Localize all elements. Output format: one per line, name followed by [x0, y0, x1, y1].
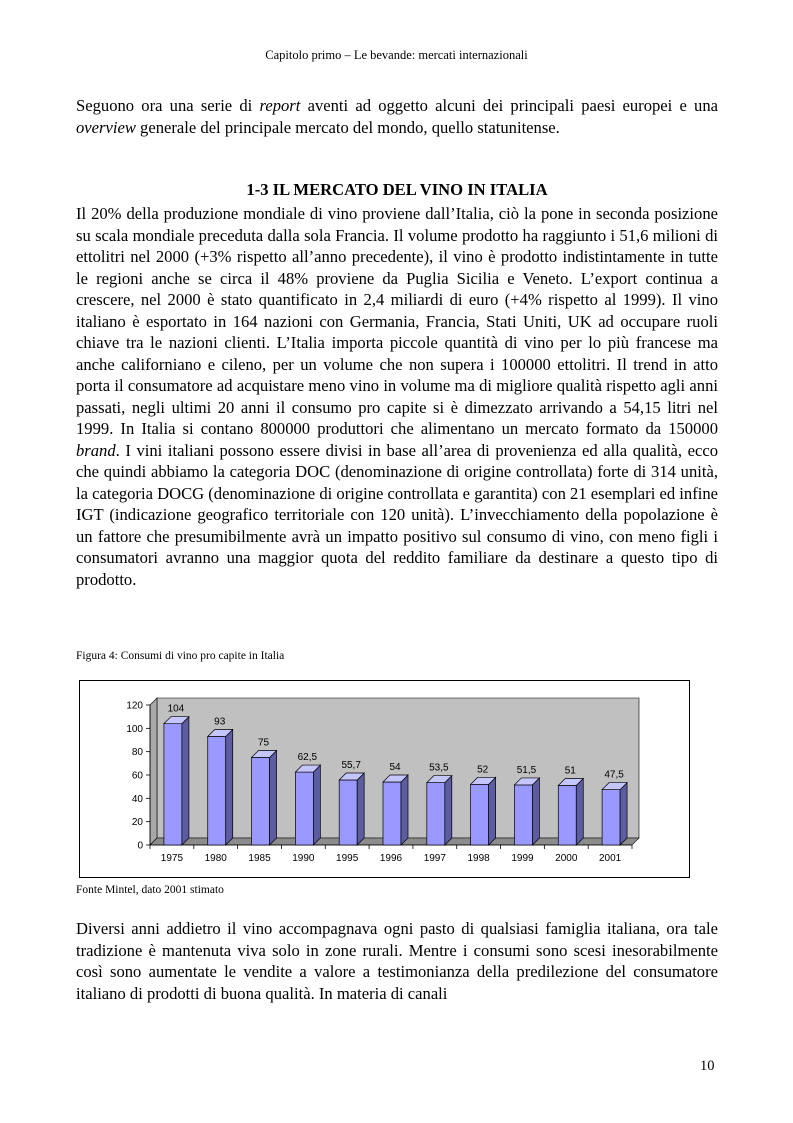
bar-front — [164, 724, 182, 845]
x-tick-label: 1975 — [160, 853, 184, 864]
x-tick-label: 1995 — [336, 853, 359, 864]
y-tick-label: 20 — [131, 817, 143, 829]
x-tick-label: 1990 — [292, 853, 315, 864]
y-tick-label: 40 — [131, 793, 143, 805]
bar-value-label: 52 — [477, 764, 489, 776]
running-head: Capitolo primo – Le bevande: mercati internazionali — [265, 48, 528, 62]
body-paragraph-2 — [76, 918, 718, 1004]
bar-value-label: 75 — [257, 737, 270, 749]
wine-consumption-chart — [79, 680, 690, 878]
x-tick-label: 2001 — [598, 853, 622, 864]
text-run: Diversi anni addietro il vino accompagnava ogni pasto di qualsiasi famiglia italiana, ora tale tradizione è mantenuta viva solo in zone rurali. Mentre i consumi sono scesi inesorabilmente così sono aumentate le vendite a valore a testimonianza della predilezione del consumatore italiano di prodotti di buona qualità. In materia di canali — [76, 919, 718, 1003]
bar-value-label: 104 — [167, 703, 185, 715]
bar-value-label: 54 — [389, 762, 401, 773]
bar-side — [445, 776, 452, 845]
bar-value-label: 93 — [214, 716, 226, 728]
y-tick-label: 100 — [126, 723, 143, 735]
italic-text-run: overview — [76, 117, 136, 137]
x-tick-label: 1996 — [379, 853, 403, 864]
bar-front — [295, 772, 313, 845]
x-tick-label: 1985 — [248, 853, 271, 864]
italic-text-run: brand — [76, 440, 116, 460]
bar-front — [602, 790, 620, 845]
intro-paragraph — [76, 95, 718, 138]
italic-text-run: report — [259, 96, 301, 115]
bar-side — [576, 779, 583, 846]
bar-side — [532, 778, 539, 845]
bar-front — [558, 786, 576, 846]
bar-side — [313, 765, 320, 845]
y-tick-label: 0 — [137, 840, 143, 852]
page-number: 10 — [700, 1058, 715, 1074]
bar-front — [427, 783, 445, 845]
x-tick-label: 1998 — [467, 853, 490, 864]
bar-value-label: 53,5 — [429, 762, 449, 774]
text-run: Il 20% della produzione mondiale di vino proviene dall’Italia, ciò la pone in seconda posizione su scala mondiale preceduta dalla sola Francia. Il volume prodotto ha raggiunto i 51,6 milioni di ettolitri nel 2000 (+3% rispetto all’anno precedente), il vino è prodotto indistintamente in tutte le regioni anche se circa il 48% proviene da Puglia Sicilia e Veneto. L’export continua a crescere, nel 2000 è stato quantificato in 2,4 miliardi di euro (+4% rispetto al 1999). Il vino italiano è esportato in 164 nazioni con Germania, Francia, Stati Uniti, UK ad occupare ruoli chiave tra le nazioni clienti. L’Italia importa piccole quantità di vino per lo più francese ma anche californiano e cileno, per un volume che non supera i 100000 ettolitri. Il trend in atto porta il consumatore ad acquistare meno vino in volume ma di migliore qualità rispetto agli anni passati, negli ultimi 20 anni il consumo pro capite si è dimezzato arrivando a 54,15 litri nel 1999. In Italia si contano 800000 produttori che alimentano un mercato formato da 150000 — [76, 204, 718, 438]
text-run: aventi ad oggetto alcuni dei principali paesi europei e una — [300, 96, 719, 115]
bar-front — [208, 737, 226, 846]
x-tick-label: 1999 — [511, 853, 534, 864]
text-run: generale del principale mercato del mondo, quello statunitense. — [135, 117, 560, 137]
bar-front — [471, 784, 489, 845]
bar-side — [620, 783, 627, 845]
bar-side — [182, 717, 189, 845]
y-tick-label: 80 — [131, 747, 143, 759]
bar-side — [226, 730, 233, 846]
bar-value-label: 51,5 — [516, 764, 537, 776]
chart-svg — [80, 681, 689, 877]
figure-caption: Figura 4: Consumi di vino pro capite in Italia — [76, 650, 285, 662]
bar-side — [270, 751, 277, 846]
bar-front — [339, 780, 357, 845]
bar-value-label: 62,5 — [297, 752, 318, 764]
x-tick-label: 1980 — [204, 853, 227, 864]
bar-side — [401, 775, 408, 845]
bar-front — [252, 758, 270, 846]
body-paragraph-1 — [76, 203, 718, 590]
bar-side — [489, 777, 496, 845]
bar-side — [357, 773, 364, 845]
bar-value-label: 55,7 — [341, 760, 361, 772]
bar-front — [383, 782, 401, 845]
section-heading: 1-3 IL MERCATO DEL VINO IN ITALIA — [246, 180, 548, 199]
y-tick-label: 120 — [126, 700, 143, 712]
figure-source-note: Fonte Mintel, dato 2001 stimato — [76, 884, 224, 896]
bar-value-label: 47,5 — [604, 769, 624, 781]
y-tick-label: 60 — [131, 770, 143, 782]
x-tick-label: 1997 — [423, 853, 446, 864]
text-run: Seguono ora una serie di — [76, 96, 260, 115]
chart-side-wall — [150, 698, 157, 845]
bar-front — [514, 785, 532, 845]
bar-value-label: 51 — [564, 765, 576, 777]
x-tick-label: 2000 — [555, 853, 578, 864]
text-run: . I vini italiani possono essere divisi in base all’area di provenienza ed alla qualità, ecco che quindi abbiamo la categoria DOC (denominazione di origine controllata) forte di 314 unità, la categoria DOCG (denominazione di origine controllata e garantita) con 21 esemplari ed infine IGT (indicazione geografico territoriale con 120 unità). L’invecchiamento della popolazione è un fattore che presumibilmente avrà un impatto positivo sul consumo di vino, con meno figli i consumatori avranno una maggior quota del reddito familiare da destinare a questo tipo di prodotto. — [76, 440, 718, 589]
